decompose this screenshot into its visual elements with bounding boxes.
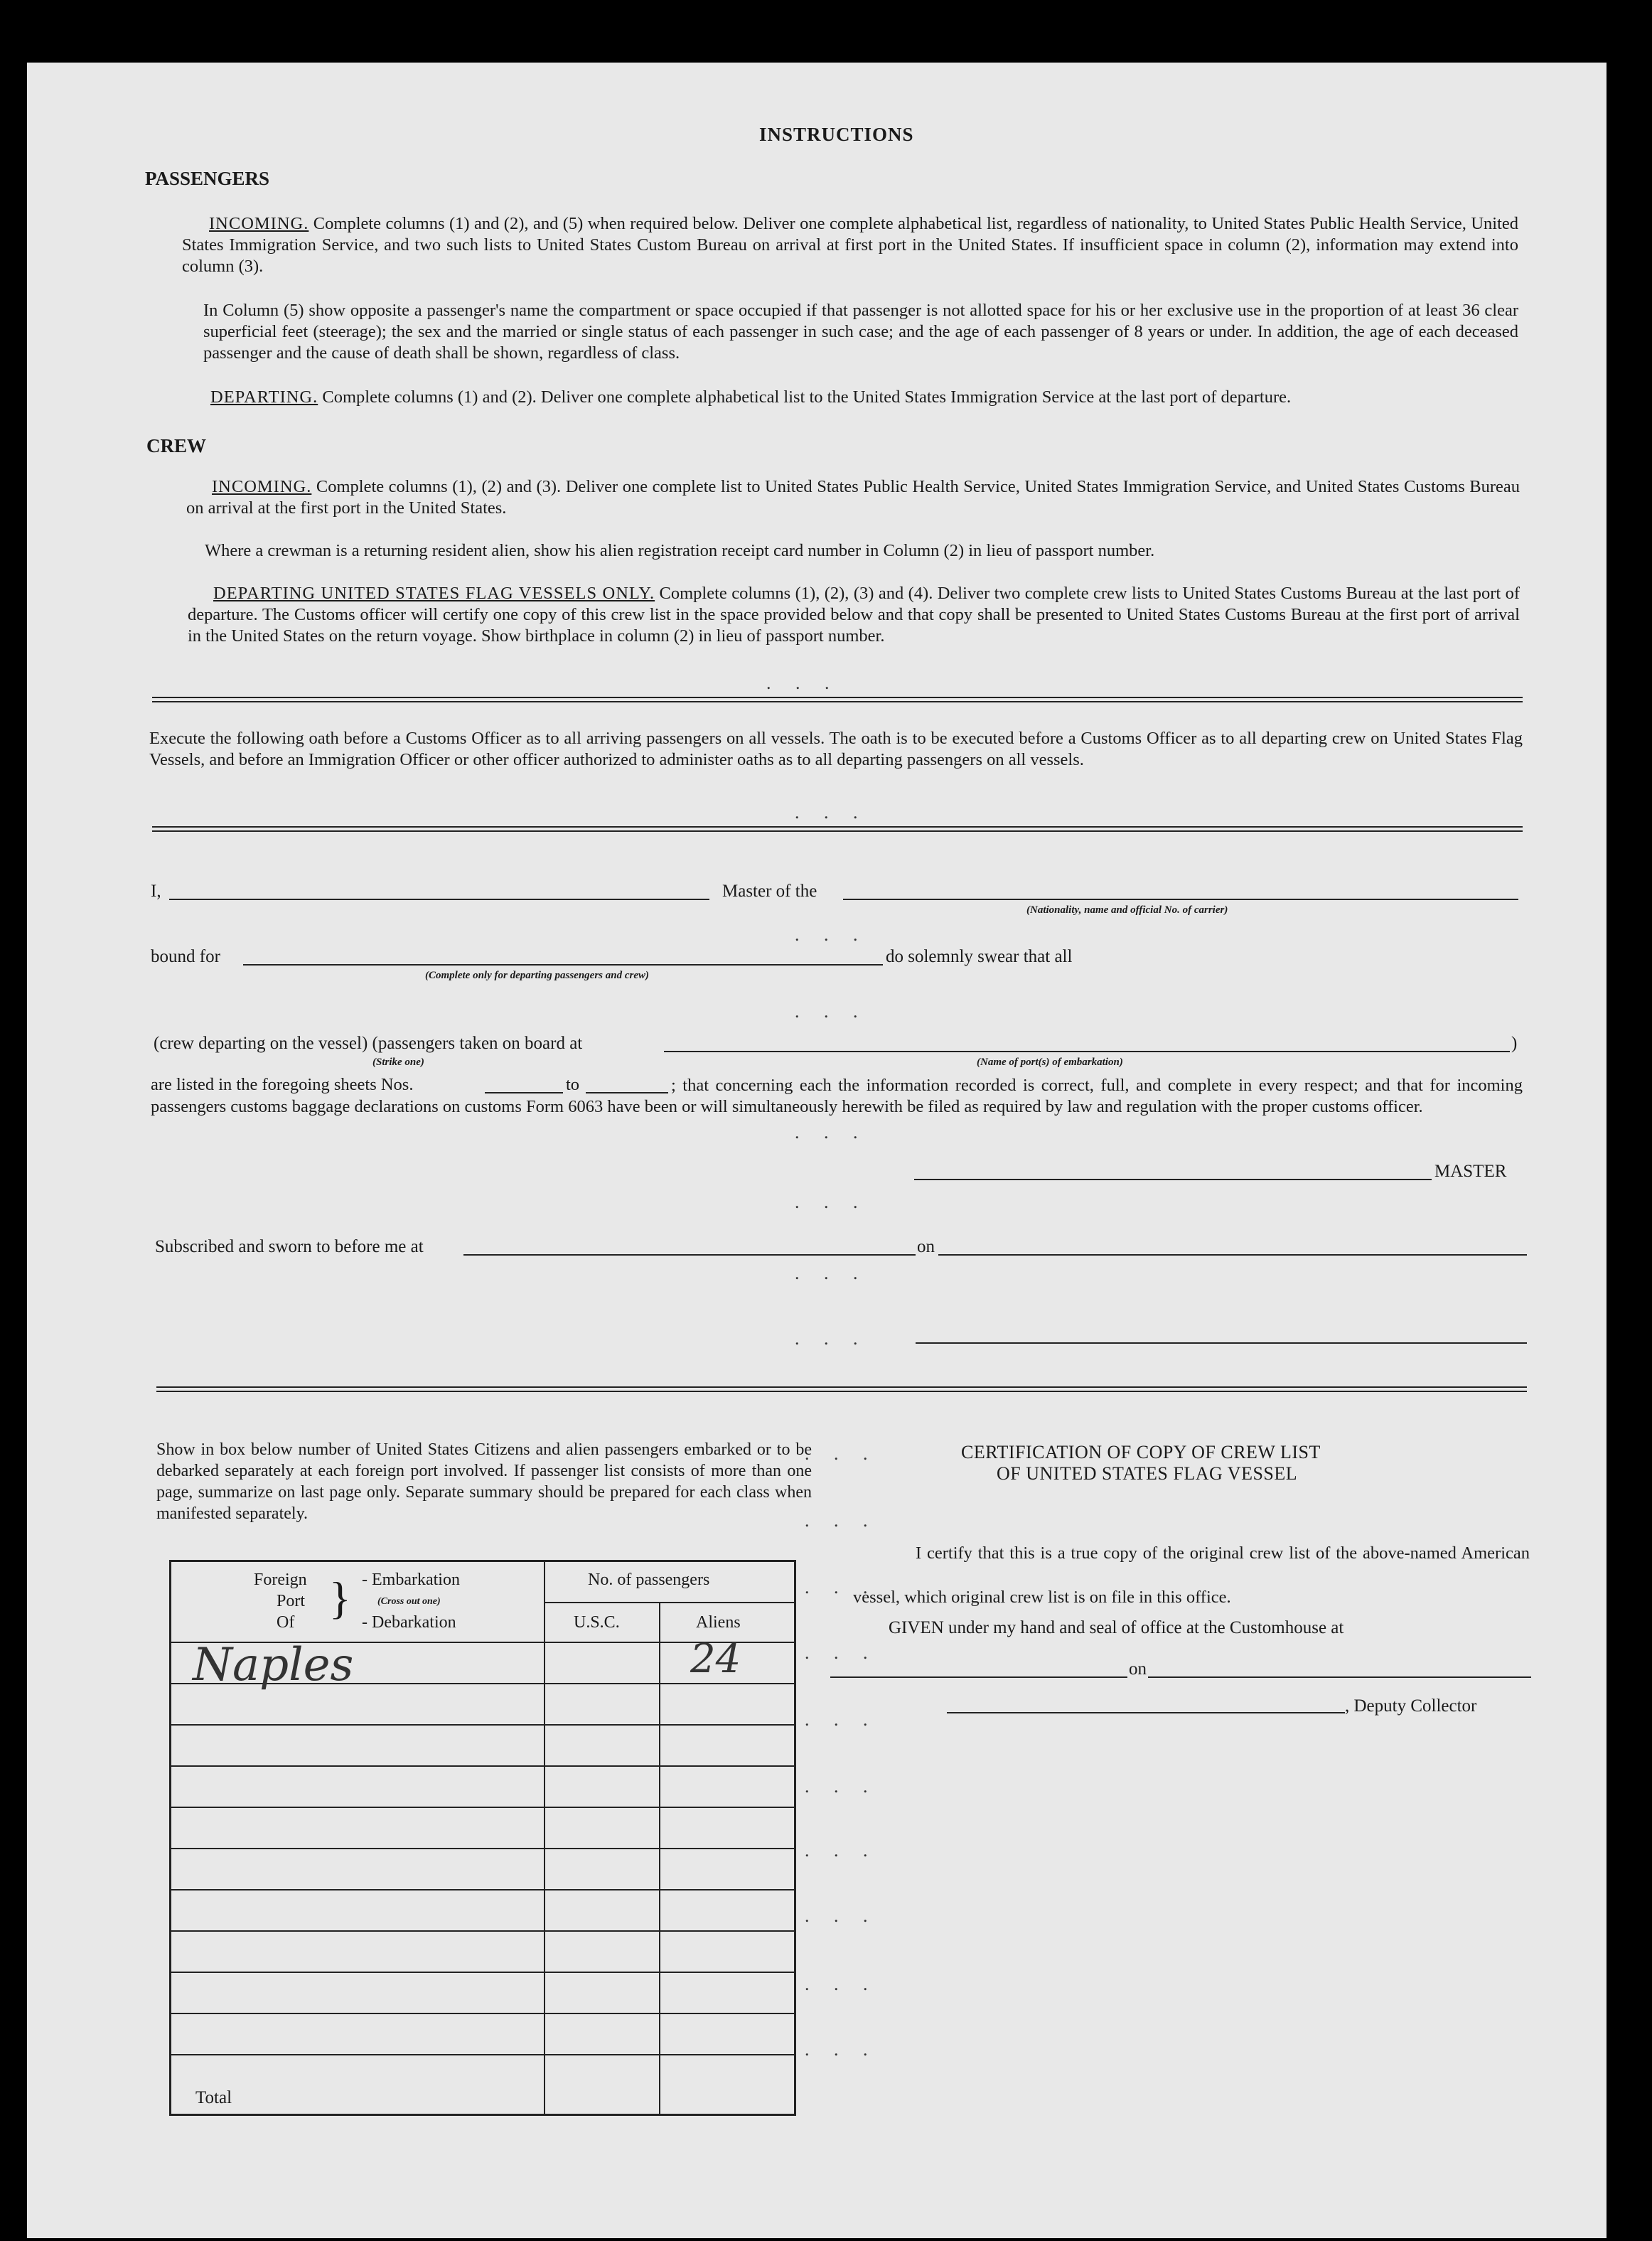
certification-title-2: OF UNITED STATES FLAG VESSEL — [997, 1463, 1298, 1484]
bound-for-line[interactable] — [243, 964, 883, 966]
table-row-rule — [171, 1930, 794, 1932]
section-divider — [156, 1386, 1527, 1392]
table-row-port: Naples — [193, 1639, 354, 1691]
listed-to: to — [566, 1075, 580, 1094]
cert-on-label: on — [1129, 1659, 1147, 1679]
hdr-foreign: Foreign — [254, 1571, 307, 1589]
master-signature-line[interactable] — [914, 1179, 1432, 1180]
oath-i-label: I, — [151, 882, 161, 901]
given-text: GIVEN under my hand and seal of office at the Customhouse at — [889, 1618, 1344, 1637]
crew-heading: CREW — [146, 435, 207, 456]
leader-dots: . . . — [805, 2039, 878, 2060]
carrier-line[interactable] — [843, 899, 1518, 900]
master-label: MASTER — [1434, 1162, 1507, 1181]
section-divider — [152, 826, 1523, 832]
hdr-aliens: Aliens — [696, 1613, 741, 1632]
deputy-signature-line[interactable] — [947, 1712, 1345, 1713]
hdr-port: Port — [277, 1592, 306, 1610]
leader-dots: . . . — [805, 1510, 878, 1531]
leader-dots: . . . — [805, 1642, 878, 1663]
hdr-cross: (Cross out one) — [377, 1596, 441, 1607]
passengers-incoming-text: Complete columns (1) and (2), and (5) when required below. Deliver one complete alphabetical list, regardless of nationality, to United States Public Health Service, United States Immigration Service, and two such lists to United States Custom Bureau on arrival at first port in the United States. If insufficient space in column (2), information may extend into column (3). — [182, 214, 1519, 276]
leader-dots: . . . — [805, 1443, 878, 1464]
crew-incoming-text: Complete columns (1), (2) and (3). Deliver one complete list to United States Public Health Service, United States Immigration Service, and United States Customs Bureau on arrival at the first port in the United States. — [186, 477, 1520, 518]
summary-instructions: Show in box below number of United States Citizens and alien passengers embarked or to be debarked separately at each foreign port involved. If passenger list consists of more than one page, summarize on last page only. Separate summary should be prepared for each class when manifested separately. — [156, 1440, 812, 1523]
master-of-the-label: Master of the — [722, 882, 817, 901]
nationality-caption: (Nationality, name and official No. of carrier) — [1026, 904, 1228, 916]
passengers-incoming-paragraph — [182, 213, 1518, 277]
passenger-summary-table — [169, 1560, 796, 2116]
table-row-rule — [171, 1889, 794, 1890]
leader-dots: . . . — [805, 1776, 878, 1797]
subscribed-place-line[interactable] — [463, 1254, 916, 1256]
table-row-rule — [171, 1765, 794, 1767]
leader-dots: . . . — [805, 1577, 878, 1598]
table-header-divider — [544, 1602, 794, 1603]
leader-dots: . . . — [805, 1974, 878, 1994]
table-row-rule — [171, 1807, 794, 1808]
table-row-rule — [171, 1724, 794, 1726]
oath-intro: Execute the following oath before a Customs Officer as to all arriving passengers on all vessels. The oath is to be executed before a Customs Officer as to all departing crew on United States Flag Vessels, and before an Immigration Officer or other officer authorized to administer oaths as to all departing passengers on all vessels. — [149, 729, 1523, 769]
crew-departing-paragraph — [188, 583, 1520, 647]
deputy-label: , Deputy Collector — [1345, 1696, 1477, 1716]
hdr-no-passengers: No. of passengers — [588, 1571, 710, 1589]
passengers-heading: PASSENGERS — [145, 168, 270, 189]
crew-departing-label: (crew departing on the vessel) (passengers taken on board at — [154, 1034, 583, 1053]
certify-text: I certify that this is a true copy of the original crew list of the above-named American vessel, which original crew list is on file in this office. — [853, 1544, 1530, 1607]
close-paren: ) — [1511, 1034, 1518, 1053]
officer-signature-line[interactable] — [916, 1342, 1527, 1344]
table-column-divider — [544, 1562, 545, 2114]
ports-caption: (Name of port(s) of embarkation) — [977, 1057, 1123, 1068]
table-row-rule — [171, 2013, 794, 2014]
crew-resident-paragraph: Where a crewman is a returning resident alien, show his alien registration receipt card number in Column (2) in lieu of passport number. — [205, 541, 1155, 560]
swear-label: do solemnly swear that all — [886, 947, 1073, 966]
total-label: Total — [195, 2088, 232, 2107]
master-name-line[interactable] — [169, 899, 709, 900]
crew-incoming-paragraph — [186, 476, 1520, 519]
hdr-embarkation: - Embarkation — [362, 1571, 460, 1589]
leader-dots: . . . — [805, 1905, 878, 1926]
leader-dots: . . . — [795, 1001, 868, 1022]
subscribed-label: Subscribed and sworn to before me at — [155, 1237, 424, 1256]
strike-caption: (Strike one) — [372, 1057, 424, 1068]
leader-dots: . . . — [795, 1122, 868, 1143]
hdr-of: Of — [277, 1613, 295, 1632]
customhouse-line[interactable] — [830, 1676, 1154, 1678]
crew-incoming-label: INCOMING. — [212, 477, 312, 496]
ports-line[interactable] — [664, 1051, 1510, 1052]
table-row-rule — [171, 1972, 794, 1973]
brace-icon: } — [329, 1573, 351, 1623]
subscribed-date-line[interactable] — [938, 1254, 1527, 1256]
leader-dots: . . . — [795, 802, 868, 823]
page-title: INSTRUCTIONS — [759, 124, 914, 145]
crew-departing-text: Complete columns (1), (2), (3) and (4). Deliver two complete crew lists to United States Customs Bureau at the last port of departure. The Customs officer will certify one copy of this crew list in the space provided below and that copy shall be presented to United States Customs Bureau at the first port of arrival in the United States on the return voyage. Show birthplace in column (2) in lieu of passport number. — [188, 584, 1520, 646]
leader-dots: . . . — [805, 1709, 878, 1730]
leader-dots: . . . — [766, 673, 840, 693]
leader-dots: . . . — [795, 1328, 868, 1349]
bound-for-label: bound for — [151, 947, 220, 966]
listed-b: ; that concerning each the information recorded is correct, full, and complete in every respect; and that for incoming passengers customs baggage declarations on customs Form 6063 have been or will simultaneously herewith be filed as required by law and regulation with the proper customs officer. — [151, 1076, 1523, 1116]
leader-dots: . . . — [795, 1192, 868, 1212]
hdr-debarkation: - Debarkation — [362, 1613, 456, 1632]
form-page — [27, 63, 1607, 2238]
table-row-aliens: 24 — [690, 1636, 741, 1682]
crew-departing-label: DEPARTING UNITED STATES FLAG VESSELS ONLY. — [213, 584, 655, 603]
passengers-incoming-label: INCOMING. — [209, 214, 309, 233]
subscribed-on-label: on — [917, 1237, 935, 1256]
leader-dots: . . . — [795, 1263, 868, 1283]
passengers-departing-paragraph — [183, 387, 1520, 408]
table-row-rule — [171, 1848, 794, 1849]
listed-a: are listed in the foregoing sheets Nos. — [151, 1075, 414, 1094]
hdr-usc: U.S.C. — [574, 1613, 620, 1632]
leader-dots: . . . — [795, 924, 868, 945]
table-column-divider — [659, 1602, 660, 2114]
passengers-departing-label: DEPARTING. — [210, 387, 318, 407]
table-row-rule — [171, 2054, 794, 2055]
section-divider — [152, 697, 1523, 702]
passengers-column5-paragraph: In Column (5) show opposite a passenger's name the compartment or space occupied if that passenger is not allotted space for his or her exclusive use in the proportion of at least 36 clear superficial feet (steerage); the sex and the married or single status of each passenger in such case; and the age of each passenger of 8 years or under. In addition, the age of each deceased passenger and the cause of death shall be shown, regardless of class. — [203, 301, 1518, 363]
certification-title-1: CERTIFICATION OF COPY OF CREW LIST — [961, 1442, 1321, 1462]
passengers-departing-text: Complete columns (1) and (2). Deliver one complete alphabetical list to the United States Immigration Service at the last port of departure. — [322, 387, 1292, 407]
leader-dots: . . . — [805, 1840, 878, 1861]
cert-date-line[interactable] — [1153, 1676, 1531, 1678]
bound-caption: (Complete only for departing passengers and crew) — [425, 970, 649, 981]
